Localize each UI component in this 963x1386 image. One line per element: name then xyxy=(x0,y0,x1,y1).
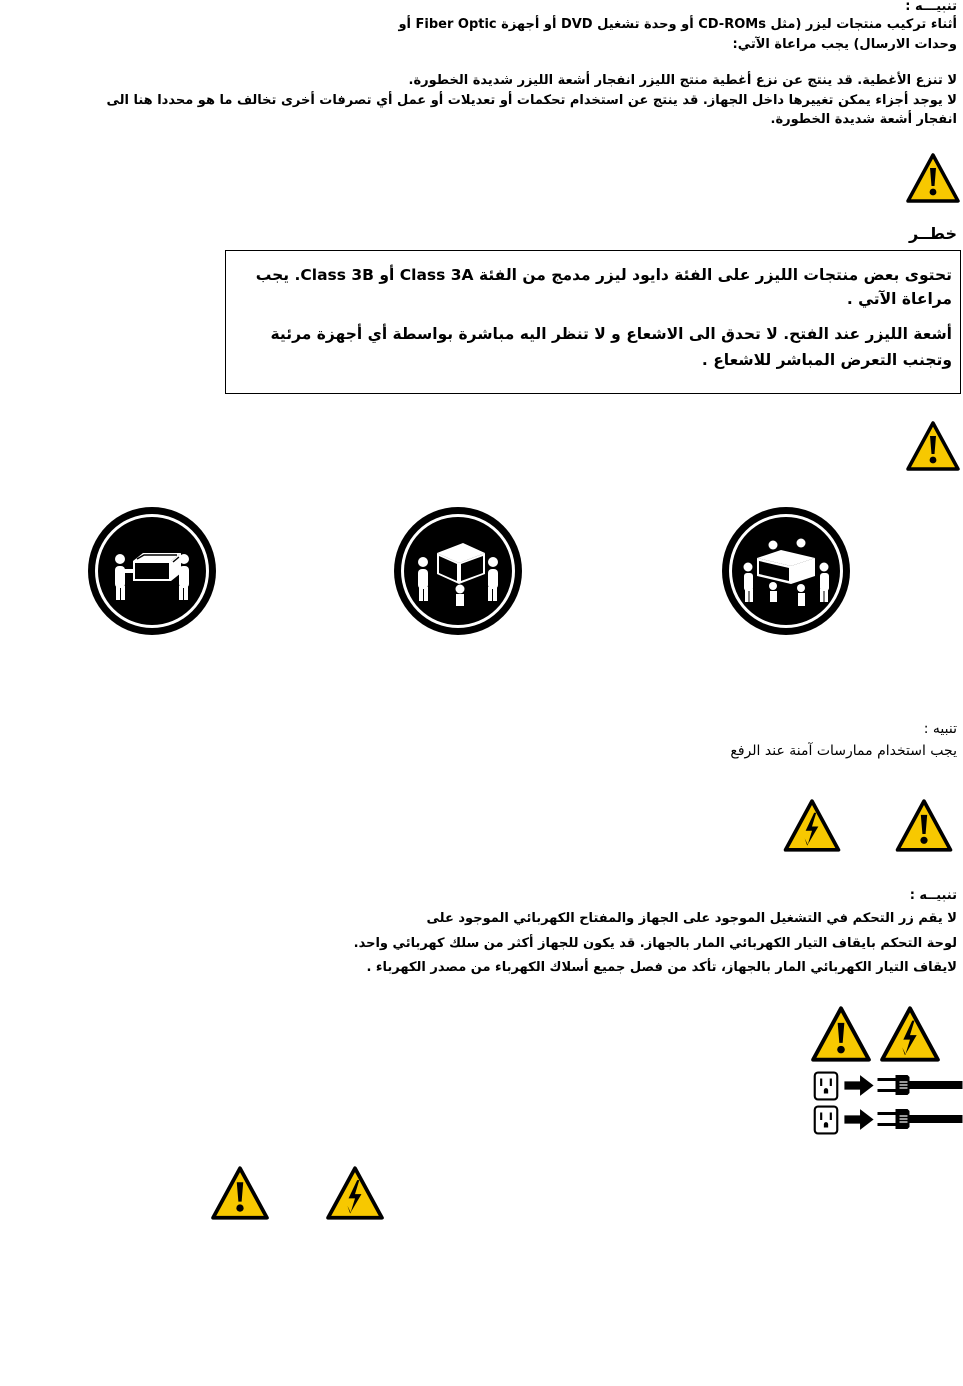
electrical-hazard-icon xyxy=(782,798,842,853)
warning-triangle-icon xyxy=(905,420,961,472)
danger-box-line1: تحتوى بعض منتجات الليزر على الفئة دايود ليزر مدمج من الفئة Class 3A أو Class 3B. يجب xyxy=(255,266,952,284)
arrow-right-icon xyxy=(844,1107,874,1132)
lifting-caution-heading: تنبيه : xyxy=(923,721,957,737)
warning-triangle-icon xyxy=(905,152,961,204)
arrow-right-icon xyxy=(844,1073,874,1098)
laser-caution-item2a: لا يوجد أجزاء يمكن تغييرها داخل الجهاز. قد ينتج عن استخدام تحكمات أو تعديلات أو عمل أي تصرفات أخرى تخالف ما هو محددا هنا الى xyxy=(106,93,957,108)
power-plug-icon xyxy=(877,1075,963,1095)
power-caution-line3: لايقاف التيار الكهربائي المار بالجهاز، تأكد من فصل جميع أسلاك الكهرباء من مصدر الكهرباء . xyxy=(366,960,957,975)
laser-caution-item1: لا تنزع الأغطية. قد ينتج عن نزع أغطية منتج الليزر انفجار أشعة الليزر شديدة الخطورة. xyxy=(408,73,957,88)
electrical-hazard-icon xyxy=(878,1005,942,1063)
power-caution-line2: لوحة التحكم بايقاف التيار الكهربائي المار بالجهاز. قد يكون للجهاز أكثر من سلك كهربائي واحد. xyxy=(353,936,957,951)
two-person-lift-icon xyxy=(87,506,217,636)
power-plug-icon xyxy=(877,1109,963,1129)
power-caution-heading: تنبيــه : xyxy=(909,888,957,903)
warning-triangle-icon xyxy=(894,798,954,853)
electrical-hazard-icon xyxy=(325,1165,385,1221)
danger-heading: خطــر xyxy=(908,224,957,243)
warning-triangle-icon xyxy=(809,1005,873,1063)
danger-box-line2: مراعاة الآتي . xyxy=(846,290,952,308)
power-outlet-icon xyxy=(813,1105,839,1135)
lifting-caution-text: يجب استخدام ممارسات آمنة عند الرفع xyxy=(730,743,957,759)
four-person-lift-icon xyxy=(721,506,851,636)
laser-caution-item2b: انفجار أشعة شديدة الخطورة. xyxy=(770,112,957,127)
three-person-lift-icon xyxy=(393,506,523,636)
danger-box-line3: أشعة الليزر عند الفتح. لا تحدق الى الاشعاع و لا تنظر اليه مباشرة بواسطة أي أجهزة مرئية xyxy=(270,325,952,343)
laser-caution-line2: وحدات الارسال) يجب مراعاة الآتي: xyxy=(732,37,957,52)
danger-box-line4: وتجنب التعرض المباشر للاشعاع . xyxy=(701,351,952,369)
power-caution-line1: لا يقم زر التحكم في التشغيل الموجود على الجهاز والمفتاح الكهربائي الموجود على xyxy=(426,911,957,926)
laser-caution-heading: تنبيـــه : xyxy=(905,0,957,14)
danger-box xyxy=(225,250,961,394)
laser-caution-line1: أثناء تركيب منتجات ليزر (مثل CD-ROMs أو وحدة تشغيل DVD أو أجهزة Fiber Optic أو xyxy=(398,17,957,32)
warning-triangle-icon xyxy=(210,1165,270,1221)
power-outlet-icon xyxy=(813,1071,839,1101)
